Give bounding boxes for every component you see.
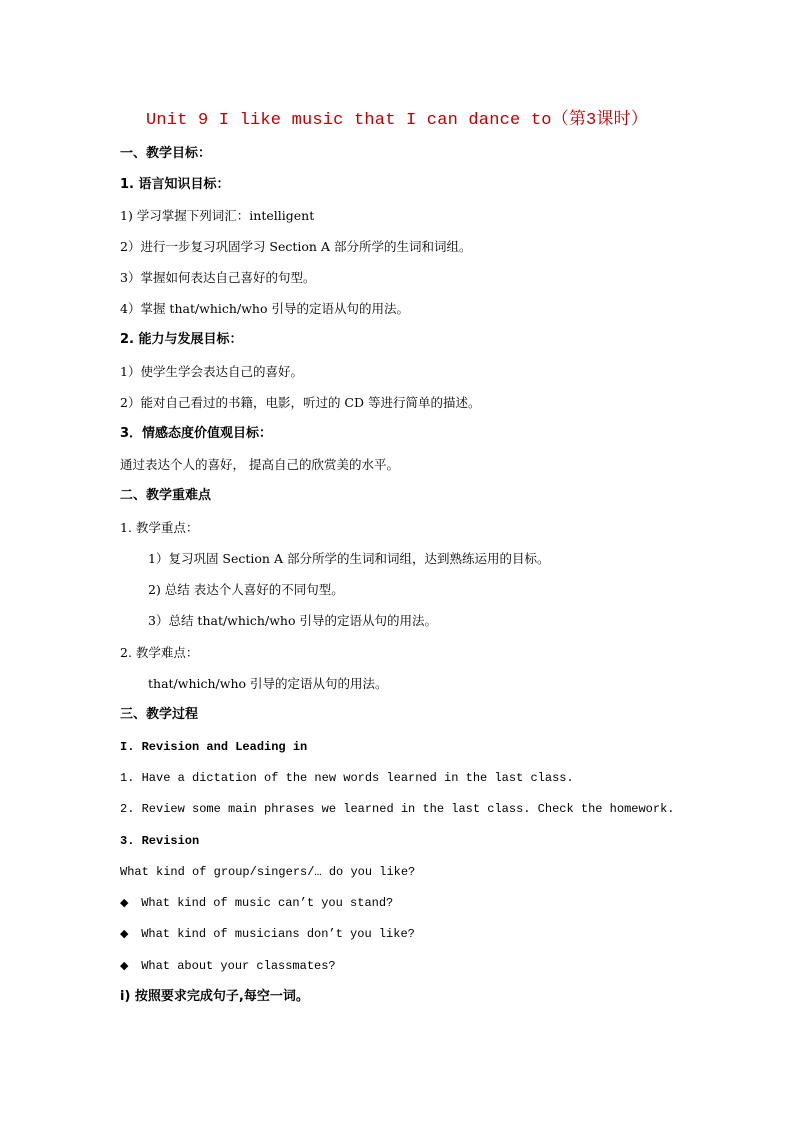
subheading-revision: I. Revision and Leading in	[120, 740, 308, 754]
diamond-bullet-icon: ◆	[120, 896, 129, 909]
bullet-item	[120, 894, 393, 912]
list-item: 3）掌握如何表达自己喜好的句型。	[120, 270, 316, 285]
list-item: 2）能对自己看过的书籍，电影，听过的 CD 等进行简单的描述。	[120, 395, 481, 410]
list-item: 2) 总结 表达个人喜好的不同句型。	[148, 582, 344, 597]
list-item: 1) 学习掌握下列词汇：intelligent	[120, 208, 315, 223]
bullet-text: What kind of music can’t you stand?	[141, 896, 394, 910]
list-item: 4）掌握 that/which/who 引导的定语从句的用法。	[120, 301, 409, 316]
diamond-bullet-icon: ◆	[120, 959, 129, 972]
subheading-language-knowledge: 1. 语言知识目标：	[120, 177, 230, 192]
list-item: 2）进行一步复习巩固学习 Section A 部分所学的生词和词组。	[120, 239, 472, 254]
exercise-heading: i) 按照要求完成句子,每空一词。	[120, 989, 309, 1004]
list-item: 3）总结 that/which/who 引导的定语从句的用法。	[148, 613, 437, 628]
subheading-difficulties: 2. 教学难点：	[120, 645, 199, 660]
list-item: 1）复习巩固 Section A 部分所学的生词和词组，达到熟练运用的目标。	[148, 551, 550, 566]
bullet-text: What about your classmates?	[141, 959, 336, 973]
list-item: 2. Review some main phrases we learned in the last class. Check the homework.	[120, 802, 675, 816]
section-heading-process: 三、教学过程	[120, 707, 199, 722]
subheading-revision-3: 3. Revision	[120, 834, 200, 848]
bullet-text: What kind of musicians don’t you like?	[141, 927, 415, 941]
bullet-item	[120, 957, 336, 975]
section-heading-key-points: 二、教学重难点	[120, 488, 212, 503]
subheading-key-points: 1. 教学重点：	[120, 520, 199, 535]
list-item: 1）使学生学会表达自己的喜好。	[120, 364, 303, 379]
diamond-bullet-icon: ◆	[120, 927, 129, 940]
document-title: Unit 9 I like music that I can dance to（第3课时）	[145, 111, 649, 130]
subheading-attitude: 3．情感态度价值观目标：	[120, 426, 273, 441]
question: What kind of group/singers/… do you like?	[120, 865, 416, 879]
list-item: 1. Have a dictation of the new words learned in the last class.	[120, 771, 574, 785]
section-heading-objectives: 一、教学目标：	[120, 146, 212, 161]
paragraph: 通过表达个人的喜好， 提高自己的欣赏美的水平。	[120, 457, 399, 472]
subheading-ability: 2. 能力与发展目标：	[120, 332, 243, 347]
list-item: that/which/who 引导的定语从句的用法。	[148, 676, 388, 691]
bullet-item	[120, 925, 415, 943]
